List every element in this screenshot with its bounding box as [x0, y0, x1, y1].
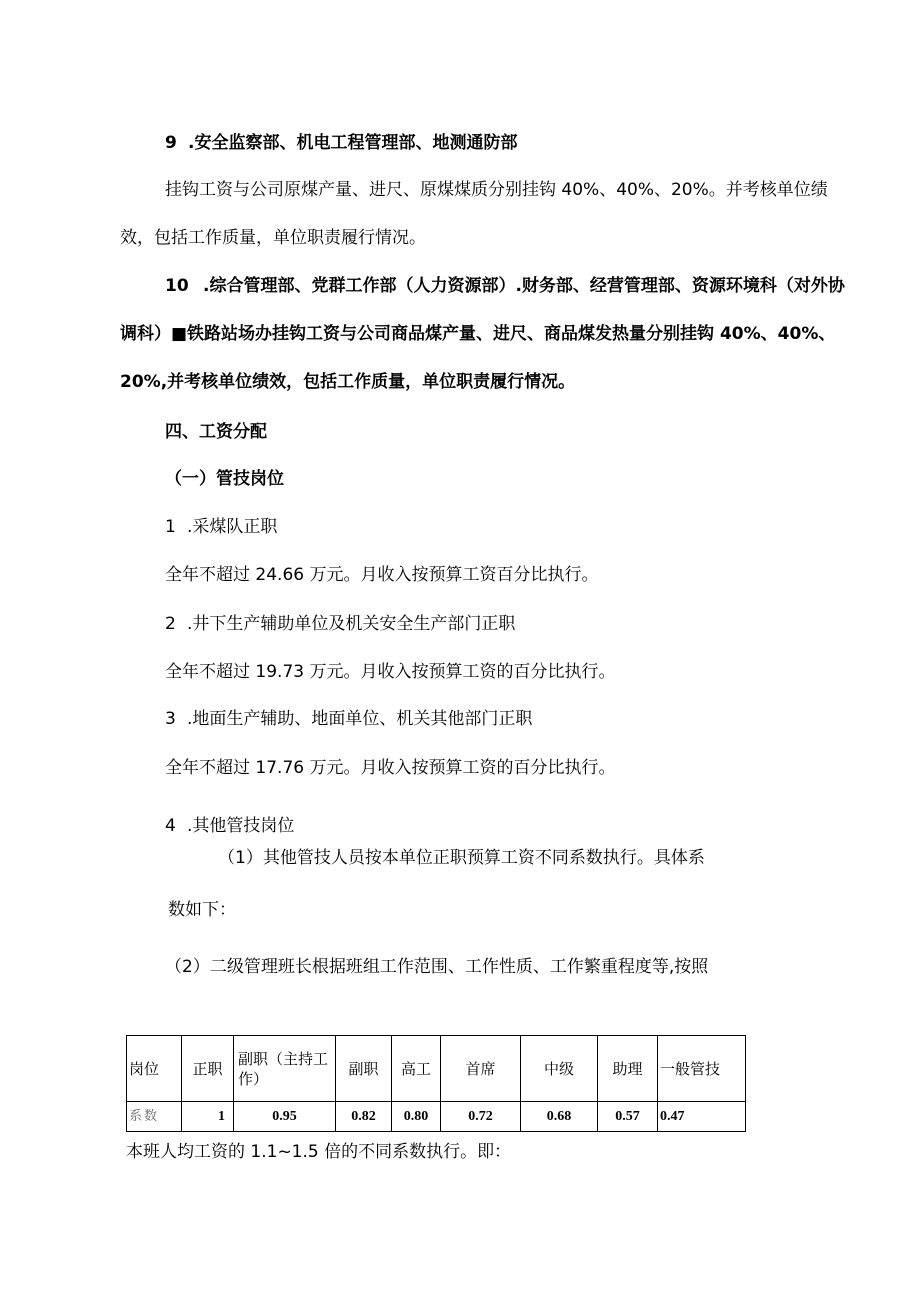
header-general-staff: 一般管技: [658, 1036, 746, 1102]
header-assistant: 助理: [598, 1036, 658, 1102]
header-deputy-in-charge: 副职（主持工作）: [234, 1036, 336, 1102]
value-assistant: 0.57: [598, 1102, 658, 1132]
list-item-4-title: .其他管技岗位: [187, 816, 295, 836]
section-heading: 四、工资分配: [165, 422, 267, 442]
value-intermediate: 0.68: [521, 1102, 598, 1132]
item-10-line-2: 调科）■铁路站场办挂钩工资与公司商品煤产量、进尺、商品煤发热量分别挂钩 40%、40%、: [120, 324, 836, 344]
value-deputy: 0.82: [336, 1102, 392, 1132]
value-general-staff: 0.47: [658, 1102, 746, 1132]
subsection-heading: （一）管技岗位: [165, 469, 284, 489]
item-10-number: 10: [165, 276, 189, 296]
item-9-title: .安全监察部、机电工程管理部、地测通防部: [188, 133, 518, 153]
clause-1-line-1: （1）其他管技人员按本单位正职预算工资不同系数执行。具体系: [218, 848, 705, 868]
list-item-3-body: 全年不超过 17.76 万元。月收入按预算工资的百分比执行。: [165, 758, 616, 778]
header-intermediate: 中级: [521, 1036, 598, 1102]
header-position: 岗位: [127, 1036, 182, 1102]
value-senior-engineer: 0.80: [392, 1102, 441, 1132]
clause-2: （2）二级管理班长根据班组工作范围、工作性质、工作繁重程度等,按照: [165, 957, 709, 977]
table-value-row: [127, 1102, 746, 1132]
value-deputy-in-charge: 0.95: [234, 1102, 336, 1132]
clause-1-line-2: 数如下：: [168, 900, 236, 920]
list-item-3-number: 3: [165, 709, 176, 729]
list-item-2-title: .井下生产辅助单位及机关安全生产部门正职: [187, 614, 516, 634]
after-table-text: 本班人均工资的 1.1~1.5 倍的不同系数执行。即：: [126, 1142, 512, 1162]
header-senior-engineer: 高工: [392, 1036, 441, 1102]
item-9-number: 9: [165, 133, 177, 153]
value-principal: 1: [182, 1102, 234, 1132]
header-deputy: 副职: [336, 1036, 392, 1102]
list-item-3-title: .地面生产辅助、地面单位、机关其他部门正职: [187, 709, 533, 729]
list-item-1-title: .采煤队正职: [187, 517, 278, 537]
item-10-line-3: 20%,并考核单位绩效，包括工作质量，单位职责履行情况。: [120, 372, 576, 392]
list-item-2-body: 全年不超过 19.73 万元。月收入按预算工资的百分比执行。: [165, 662, 616, 682]
row-label-coefficient: 系数: [127, 1102, 182, 1132]
item-9-body-line-1: 挂钩工资与公司原煤产量、进尺、原煤煤质分别挂钩 40%、40%、20%。并考核单位绩: [165, 180, 828, 200]
coefficient-table: [126, 1035, 746, 1132]
list-item-1-body: 全年不超过 24.66 万元。月收入按预算工资百分比执行。: [165, 565, 599, 585]
table-header-row: [127, 1036, 746, 1102]
list-item-1-number: 1: [165, 517, 176, 537]
list-item-2-number: 2: [165, 614, 176, 634]
list-item-4-number: 4: [165, 816, 176, 836]
item-9-body-line-2: 效，包括工作质量，单位职责履行情况。: [120, 228, 426, 248]
header-principal: 正职: [182, 1036, 234, 1102]
value-chief: 0.72: [441, 1102, 521, 1132]
header-chief: 首席: [441, 1036, 521, 1102]
item-10-line-1: .综合管理部、党群工作部（人力资源部）.财务部、经营管理部、资源环境科（对外协: [203, 276, 845, 296]
